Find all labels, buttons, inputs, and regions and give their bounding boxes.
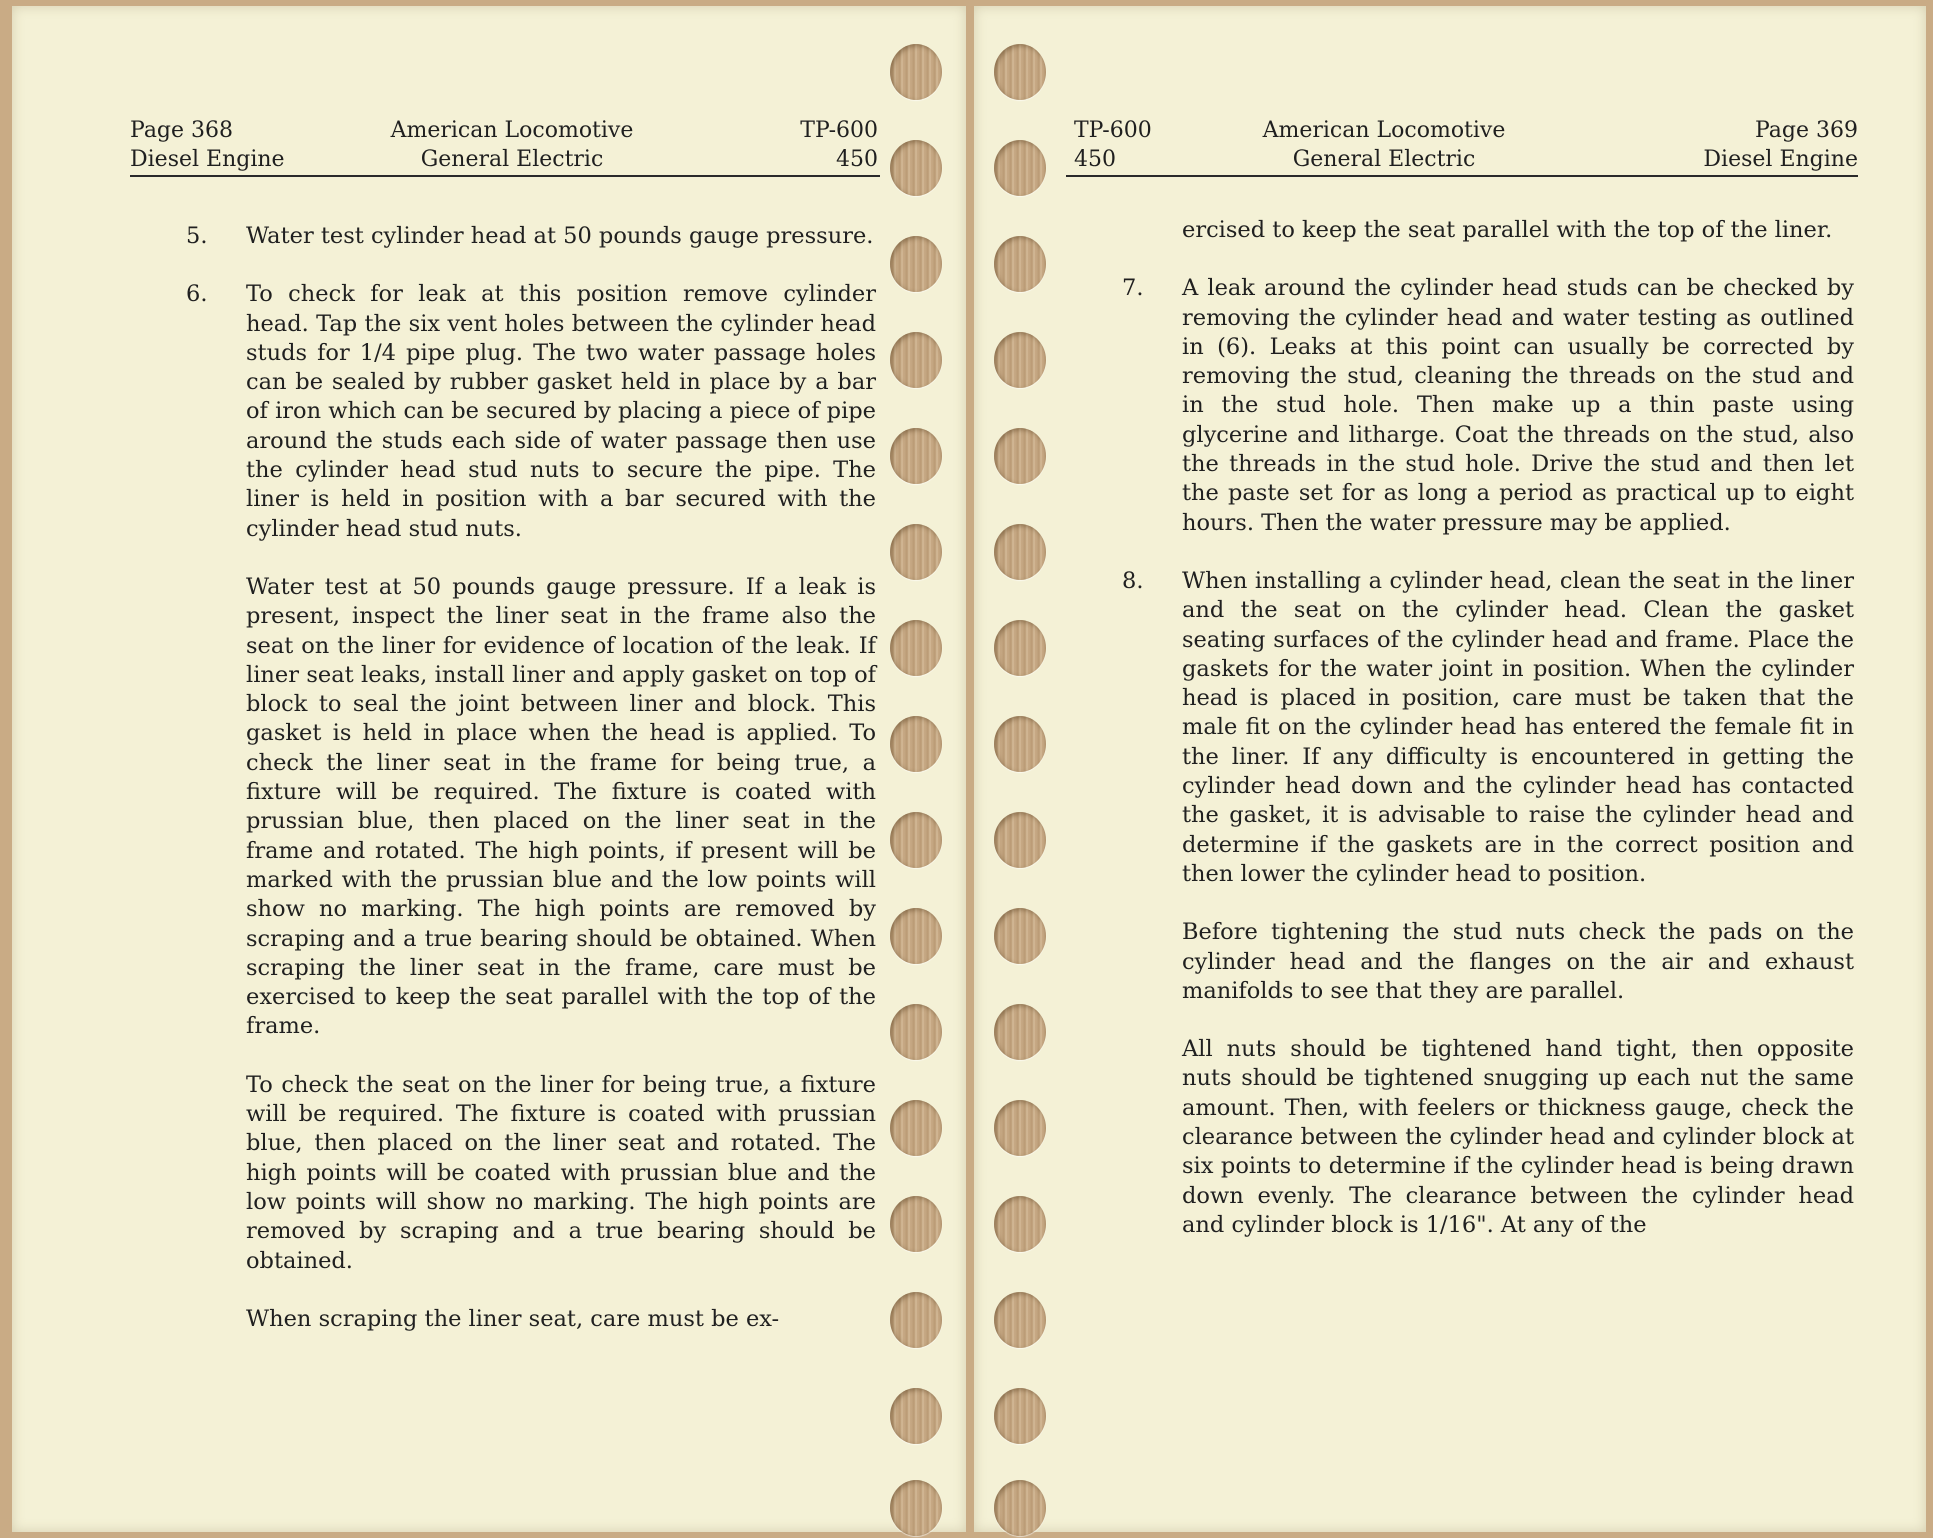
- binder-hole: [994, 1388, 1046, 1444]
- binder-hole: [994, 1196, 1046, 1252]
- page-header-right-block: [1703, 116, 1858, 174]
- binder-hole: [890, 44, 942, 100]
- binder-hole: [890, 716, 942, 772]
- binder-hole: [994, 908, 1046, 964]
- header-rule: [130, 175, 880, 177]
- list-item: [1122, 567, 1854, 889]
- right-page-body: [1122, 216, 1854, 1269]
- binder-hole: [994, 332, 1046, 388]
- binder-hole: [890, 1292, 942, 1348]
- binder-hole: [890, 236, 942, 292]
- list-item: [186, 280, 876, 544]
- paragraph: To check the seat on the liner for being true, a fixture will be required. The fixture is coated with prussian blue, then placed on the liner seat and rotated. The high points will be coated with prussian blue and the low points will show no marking. The high points are removed by scraping and a true bearing should be obtained.: [246, 1071, 876, 1274]
- binder-hole: [890, 908, 942, 964]
- binder-hole: [890, 1100, 942, 1156]
- model-line1: TP-600: [1074, 118, 1152, 143]
- model-line2: 450: [836, 147, 878, 172]
- paragraph: When scraping the liner seat, care must be ex-: [246, 1305, 780, 1332]
- page-header-left-block: [130, 116, 285, 174]
- paragraph: All nuts should be tightened hand tight, then opposite nuts should be tightened snugging up each nut the same amount. Then, with feelers or thickness gauge, check the clearance between the cylinder head and cylinder block at six points to determine if the cylinder head is being drawn down evenly. The clearance between the cylinder head and cylinder block is 1/16". At any of the: [1182, 1036, 1854, 1238]
- binder-hole: [890, 332, 942, 388]
- right-page: [974, 6, 1926, 1532]
- header-rule: [1066, 175, 1858, 177]
- binder-hole: [994, 812, 1046, 868]
- binder-hole: [890, 1388, 942, 1444]
- page-header-right-block: [800, 116, 878, 174]
- binder-hole: [890, 620, 942, 676]
- binder-hole: [994, 428, 1046, 484]
- paragraph: Before tightening the stud nuts check the pads on the cylinder head and the flanges on the air and exhaust manifolds to see that they are parallel.: [1182, 919, 1854, 1004]
- item-number: 8.: [1122, 567, 1144, 594]
- binder-hole: [994, 140, 1046, 196]
- paragraph-group: [186, 573, 876, 1334]
- page-header-left-block: [1074, 116, 1152, 174]
- page-header-center-block: [1214, 116, 1554, 174]
- binder-hole: [994, 524, 1046, 580]
- paragraph: Water test at 50 pounds gauge pressure. If a leak is present, inspect the liner seat in the frame also the seat on the liner for evidence of location of the leak. If liner seat leaks, install liner and apply gasket on top of block to seal the joint between liner and block. This gasket is held in place when the head is applied. To check the liner seat in the frame for being true, a fixture will be required. The fixture is coated with prussian blue, then placed on the liner seat in the frame and rotated. The high points, if present will be marked with the prussian blue and the low points will show no marking. The high points are removed by scraping and a true bearing should be obtained. When scraping the liner seat in the frame, care must be exercised to keep the seat parallel with the top of the frame.: [246, 573, 876, 1040]
- item-text: To check for leak at this position remove cylinder head. Tap the six vent holes between the cylinder head studs for 1/4 pipe plug. The two water passage holes can be sealed by rubber gasket held in place by a bar of iron which can be secured by placing a piece of pipe around the studs each side of water passage then use the cylinder head stud nuts to secure the pipe. The liner is held in position with a bar secured with the cylinder head stud nuts.: [246, 281, 876, 542]
- item-number: 6.: [186, 281, 208, 308]
- binder-hole: [890, 1480, 942, 1536]
- continuation-text: ercised to keep the seat parallel with the top of the liner.: [1182, 217, 1833, 243]
- binder-hole: [890, 524, 942, 580]
- page-number: Page 369: [1754, 118, 1858, 143]
- item-text: When installing a cylinder head, clean the seat in the liner and the seat on the cylinder head. Clean the gasket seating surfaces of the cylinder head and frame. Place the gaskets for the water joint in position. When the cylinder head is placed in position, care must be taken that the male fit on the cylinder head has entered the female fit in the liner. If any difficulty is encountered in getting the cylinder head down and the cylinder head has contacted the gasket, it is advisable to raise the cylinder head and determine if the gaskets are in the correct position and then lower the cylinder head to position.: [1182, 567, 1854, 887]
- list-item: [186, 222, 876, 251]
- binder-hole: [994, 44, 1046, 100]
- paragraph-group: [1122, 918, 1854, 1240]
- item-text: A leak around the cylinder head studs can be checked by removing the cylinder head and water testing as outlined in (6). Leaks at this point can usually be corrected by removing the stud, cleaning the threads on the stud and in the stud hole. Then make up a thin paste using glycerine and litharge. Coat the threads on the stud, also the threads in the stud hole. Drive the stud and then let the paste set for as long a period as practical up to eight hours. Then the water pressure may be applied.: [1182, 275, 1854, 536]
- binder-hole: [994, 1480, 1046, 1536]
- page-number: Page 368: [130, 118, 234, 143]
- list-item: [1122, 274, 1854, 538]
- model-line1: TP-600: [800, 118, 878, 143]
- manufacturer-line1: American Locomotive: [1262, 118, 1506, 143]
- binder-hole: [994, 716, 1046, 772]
- binder-hole: [994, 620, 1046, 676]
- page-header-center-block: [352, 116, 672, 174]
- left-page: [12, 6, 966, 1532]
- manufacturer-line2: General Electric: [1292, 147, 1476, 172]
- binder-hole: [890, 140, 942, 196]
- binder-hole: [994, 1292, 1046, 1348]
- section-title: Diesel Engine: [130, 147, 285, 172]
- binder-hole: [890, 812, 942, 868]
- manufacturer-line1: American Locomotive: [390, 118, 634, 143]
- binder-hole: [994, 1100, 1046, 1156]
- binder-hole: [890, 1196, 942, 1252]
- model-line2: 450: [1074, 147, 1116, 172]
- item-text: Water test cylinder head at 50 pounds gauge pressure.: [246, 223, 874, 249]
- section-title: Diesel Engine: [1703, 147, 1858, 172]
- item-number: 7.: [1122, 275, 1144, 302]
- binder-hole: [994, 236, 1046, 292]
- item-number: 5.: [186, 223, 208, 249]
- binder-hole: [890, 1004, 942, 1060]
- left-page-body: [186, 222, 876, 1363]
- manufacturer-line2: General Electric: [420, 147, 604, 172]
- binder-hole: [890, 428, 942, 484]
- binder-hole: [994, 1004, 1046, 1060]
